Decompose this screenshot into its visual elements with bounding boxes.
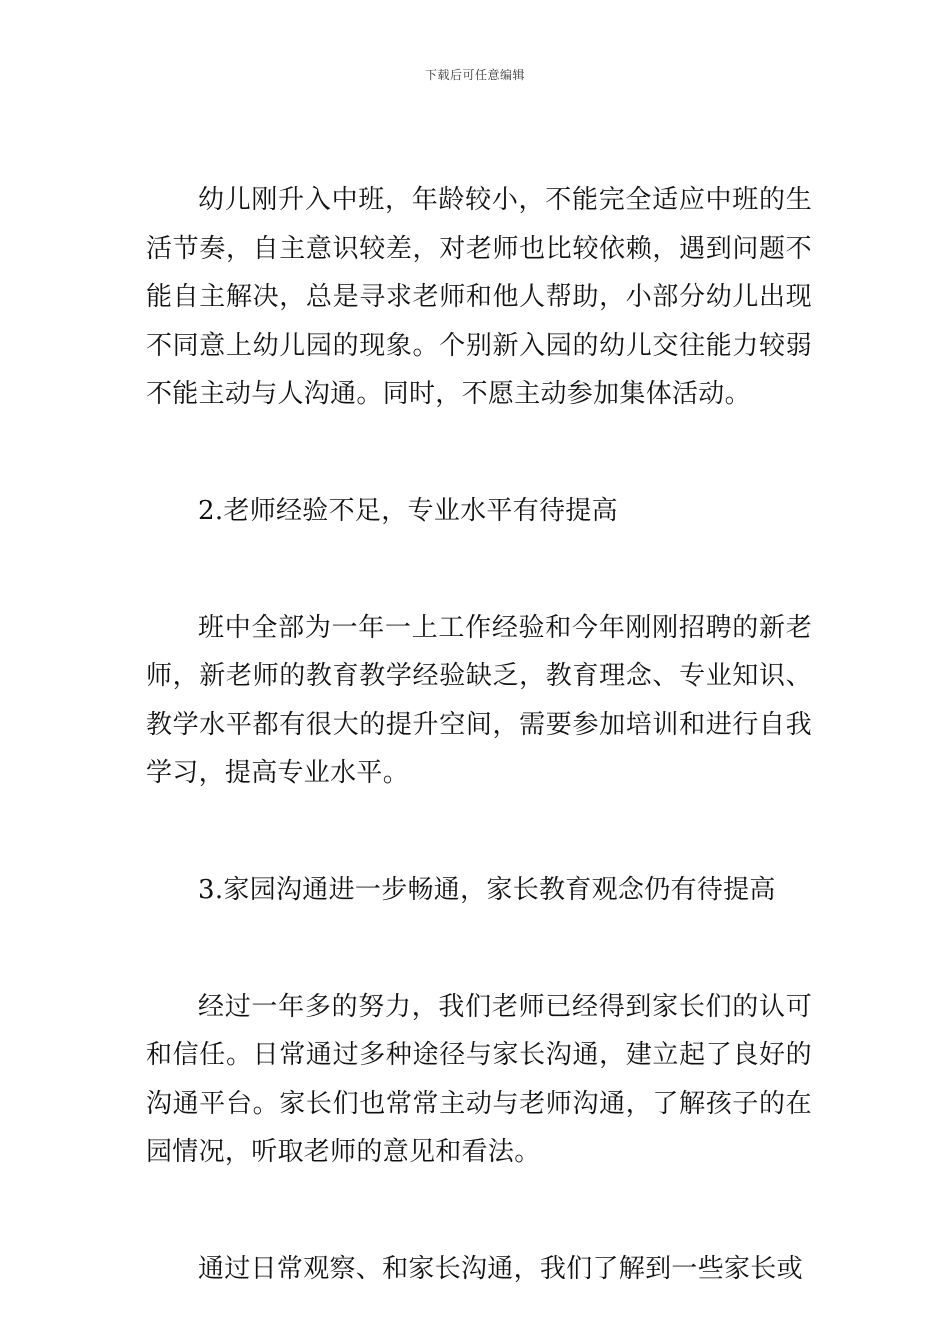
section-heading-teacher-experience: 2.老师经验不足，专业水平有待提高	[198, 495, 618, 526]
paragraph-home-school-communication: 经过一年多的努力，我们老师已经得到家长们的认可和信任。日常通过多种途径与家长沟通，建立起了良好的沟通平台。家长们也常常主动与老师沟通，了解孩子的在园情况，听取老师的意见和看法。	[146, 991, 812, 1168]
document-body	[146, 176, 812, 1294]
paragraph-teacher-experience: 班中全部为一年一上工作经验和今年刚刚招聘的新老师，新老师的教育教学经验缺乏，教育理念、专业知识、教学水平都有很大的提升空间，需要参加培训和进行自我学习，提高专业水平。	[146, 612, 812, 789]
paragraph-child-adaptation: 幼儿刚升入中班，年龄较小，不能完全适应中班的生活节奏，自主意识较差，对老师也比较依赖，遇到问题不能自主解决，总是寻求老师和他人帮助，小部分幼儿出现不同意上幼儿园的现象。个别新入园的幼儿交往能力较弱不能主动与人沟通。同时，不愿主动参加集体活动。	[146, 185, 812, 410]
paragraph-gap	[146, 915, 812, 983]
paragraph-gap	[146, 798, 812, 866]
paragraph-parent-observation: 通过日常观察、和家长沟通，我们了解到一些家长或	[198, 1253, 803, 1284]
section-heading-home-school-communication: 3.家园沟通进一步畅通，家长教育观念仍有待提高	[198, 874, 776, 905]
paragraph-gap	[146, 536, 812, 604]
page-header: 下载后可任意编辑	[424, 68, 525, 82]
paragraph-gap	[146, 1177, 812, 1245]
paragraph-gap	[146, 419, 812, 487]
